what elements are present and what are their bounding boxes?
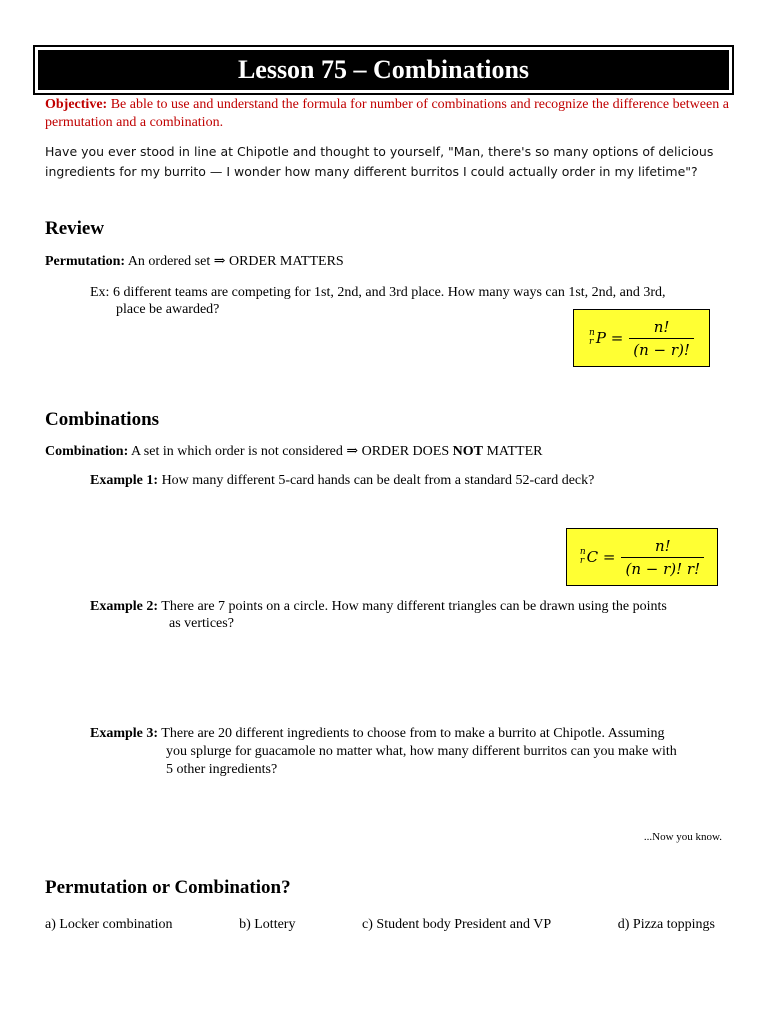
combination-text-a: A set in which order is not considered ⇒ ORDER DOES [128, 444, 453, 459]
example-2-label: Example 2: [90, 599, 159, 614]
perm-numerator: n! [653, 317, 670, 336]
page-title: Lesson 75 – Combinations [38, 50, 729, 90]
example-3-line1: There are 20 different ingredients to choose from to make a burrito at Chipotle. Assuming [158, 726, 665, 741]
permutation-text: An ordered set ⇒ ORDER MATTERS [125, 254, 344, 269]
quiz-option-d: d) Pizza toppings [617, 917, 715, 932]
objective [45, 96, 735, 132]
permutation-formula-box [573, 309, 710, 367]
example-3-line3: 5 other ingredients? [166, 762, 278, 777]
combination-fraction [621, 537, 704, 578]
example-3 [90, 725, 730, 779]
title-banner [33, 45, 734, 95]
example-2 [90, 599, 730, 632]
combination-text-b: MATTER [482, 444, 543, 459]
intro-paragraph: Have you ever stood in line at Chipotle and thought to yourself, "Man, there's so many options of delicious ingredients for my burrito — I wonder how many different burritos I could actually order in my lifetime"? [45, 144, 714, 179]
perm-sup: n [589, 328, 595, 338]
quiz-option-b: b) Lottery [239, 917, 296, 932]
review-example-line2: place be awarded? [116, 302, 220, 317]
quiz-options [45, 917, 715, 933]
permutation-fraction [629, 318, 694, 359]
comb-denominator: (n − r)! r! [621, 557, 704, 578]
review-example-line1: Ex: 6 different teams are competing for 1st, 2nd, and 3rd place. How many ways can 1st, 2nd, and 3rd, [90, 285, 666, 300]
comb-sup: n [579, 547, 586, 557]
permutation-definition [45, 253, 344, 270]
example-1-label: Example 1: [90, 473, 159, 488]
combination-not: NOT [452, 444, 483, 459]
review-heading: Review [45, 218, 105, 239]
combination-definition [45, 443, 542, 460]
quiz-option-c: c) Student body President and VP [362, 917, 552, 932]
combination-formula-box [566, 528, 718, 586]
objective-text: Be able to use and understand the formula for number of combinations and recognize the difference between a permutation and a combination. [45, 97, 729, 130]
example-1-text: How many different 5-card hands can be dealt from a standard 52-card deck? [158, 473, 595, 488]
permutation-label: Permutation: [45, 254, 126, 269]
example-1 [90, 473, 594, 489]
comb-sub: r [579, 556, 585, 566]
combinations-heading: Combinations [45, 409, 160, 430]
example-2-line2: as vertices? [169, 616, 234, 631]
combination-label: Combination: [45, 444, 129, 459]
perm-denominator: (n − r)! [629, 338, 694, 359]
quiz-heading: Permutation or Combination? [45, 877, 291, 898]
perm-sub: r [589, 337, 594, 347]
quiz-option-a: a) Locker combination [45, 917, 173, 932]
comb-numerator: n! [654, 536, 671, 555]
example-3-label: Example 3: [90, 726, 159, 741]
now-you-know: ...Now you know. [643, 831, 722, 843]
example-2-line1: There are 7 points on a circle. How many different triangles can be drawn using the points [158, 599, 667, 614]
objective-label: Objective: [45, 97, 108, 112]
permutation-formula-lhs [589, 329, 623, 347]
comb-sym: C = [586, 548, 616, 566]
example-3-line2: you splurge for guacamole no matter what, how many different burritos can you make with [166, 744, 677, 759]
combination-formula-lhs [580, 548, 616, 566]
perm-sym: P = [595, 329, 624, 347]
